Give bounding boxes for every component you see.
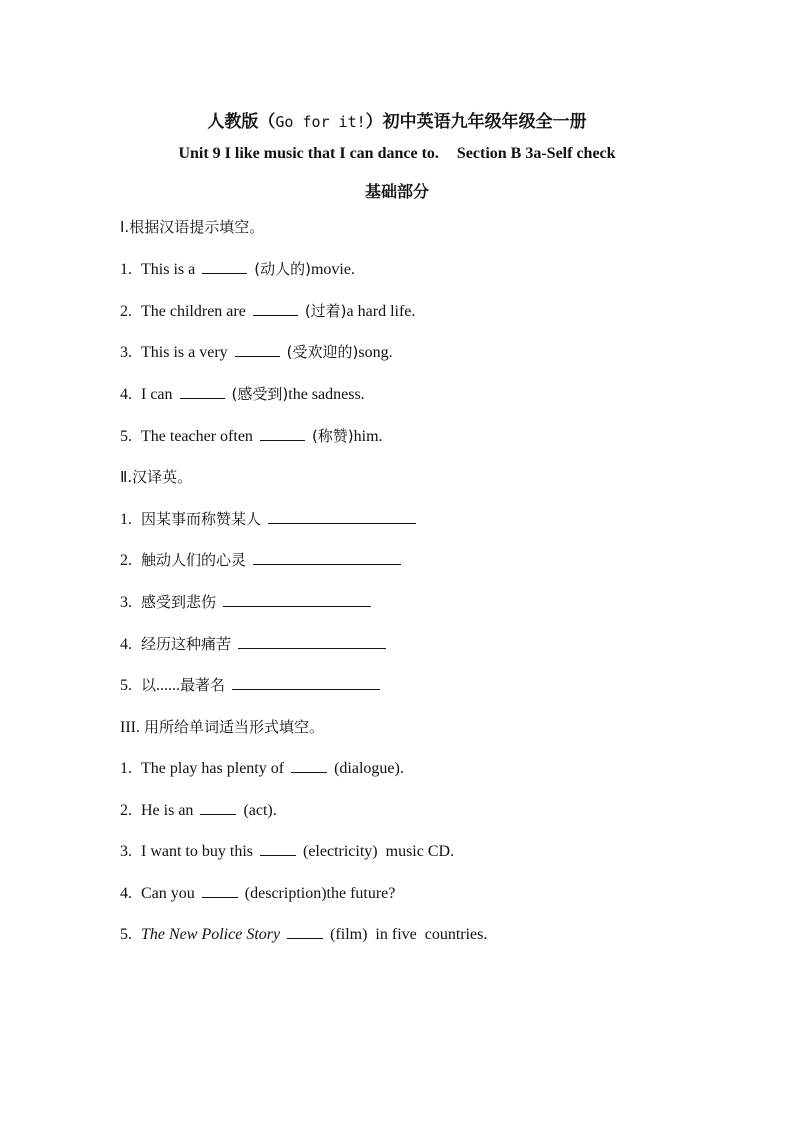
answer-blank[interactable] [202,883,238,898]
item-text-end: him. [353,428,383,445]
item-text-end: movie. [310,261,355,278]
chinese-hint: (过着) [304,302,347,320]
chinese-phrase: 触动人们的心灵 [141,551,247,569]
s3-item-2 [120,800,277,820]
film-title: The New Police Story [141,926,281,943]
title-series: Go for it! [275,113,366,131]
s2-item-2 [120,549,408,570]
s3-item-3 [120,841,454,861]
document-title [0,107,794,132]
section-3-heading [120,716,324,737]
s1-item-5 [120,425,383,446]
item-number: 2. [120,802,132,819]
chinese-phrase: 经历这种痛苦 [141,635,232,653]
item-number: 3. [120,344,132,361]
item-text: The teacher often [141,428,253,445]
chinese-phrase-start: 以 [141,676,157,694]
word-hint: (description)the future? [244,885,396,902]
answer-blank[interactable] [268,509,416,524]
unit-name: Unit 9 I like music that I can dance to. [178,145,439,162]
title-prefix: 人教版（ [207,112,276,132]
item-text: The play has plenty of [141,760,285,777]
item-number: 4. [120,386,132,403]
answer-blank[interactable] [260,841,296,856]
item-text: This is a [141,261,196,278]
item-number: 2. [120,552,132,569]
s3-item-5 [120,924,487,944]
ellipsis: ...... [156,677,181,694]
section-2-heading: Ⅱ.汉译英。 [120,468,193,486]
item-number: 2. [120,303,132,320]
item-number: 4. [120,636,132,653]
item-number: 5. [120,926,132,943]
item-text: The children are [141,303,246,320]
title-suffix: ）初中英语九年级年级全一册 [365,112,587,132]
item-number: 5. [120,677,132,694]
item-number: 1. [120,760,132,777]
item-text: I want to buy this [141,843,253,860]
item-text-end: a hard life. [346,303,416,320]
s1-item-3 [120,341,393,362]
answer-blank[interactable] [223,592,371,607]
item-number: 1. [120,261,132,278]
section-1-heading: Ⅰ.根据汉语提示填空。 [120,218,265,236]
chinese-hint: (动人的) [254,260,311,278]
word-hint: (electricity) music CD. [303,843,455,860]
section-instruction: 用所给单词适当形式填空。 [143,718,324,736]
s3-item-4 [120,883,395,903]
s2-item-3 [120,591,378,612]
item-number: 3. [120,594,132,611]
word-hint: (film) in five countries. [330,926,488,943]
s2-item-5 [120,674,387,695]
s1-item-4 [120,383,365,404]
answer-blank[interactable] [260,426,305,441]
chinese-phrase-end: 最著名 [180,676,226,694]
answer-blank[interactable] [253,550,401,565]
chinese-hint: (受欢迎的) [286,343,359,361]
answer-blank[interactable] [291,758,327,773]
answer-blank[interactable] [232,675,380,690]
item-text: Can you [141,885,195,902]
item-number: 1. [120,511,132,528]
answer-blank[interactable] [253,301,298,316]
item-number: 4. [120,885,132,902]
item-text: He is an [141,802,194,819]
item-number: 5. [120,428,132,445]
word-hint: (dialogue). [334,760,404,777]
s2-item-1 [120,508,423,529]
answer-blank[interactable] [202,259,247,274]
answer-blank[interactable] [200,800,236,815]
item-text-end: the sadness. [288,386,365,403]
section-name: Section B 3a-Self check [456,145,616,162]
s3-item-1 [120,758,404,778]
answer-blank[interactable] [235,342,280,357]
s2-item-4 [120,633,393,654]
s1-item-1 [120,258,355,279]
answer-blank[interactable] [287,924,323,939]
item-text-end: song. [358,344,393,361]
item-text: I can [141,386,173,403]
word-hint: (act). [243,802,277,819]
answer-blank[interactable] [180,384,225,399]
chinese-hint: (感受到) [231,385,289,403]
answer-blank[interactable] [238,634,386,649]
chinese-phrase: 因某事而称赞某人 [141,510,262,528]
chinese-phrase: 感受到悲伤 [141,593,217,611]
item-text: This is a very [141,344,228,361]
chinese-hint: (称赞) [311,427,354,445]
s1-item-2 [120,300,415,321]
unit-subtitle [0,145,794,163]
part-title: 基础部分 [364,182,429,201]
section-number: III. [120,719,140,736]
item-number: 3. [120,843,132,860]
